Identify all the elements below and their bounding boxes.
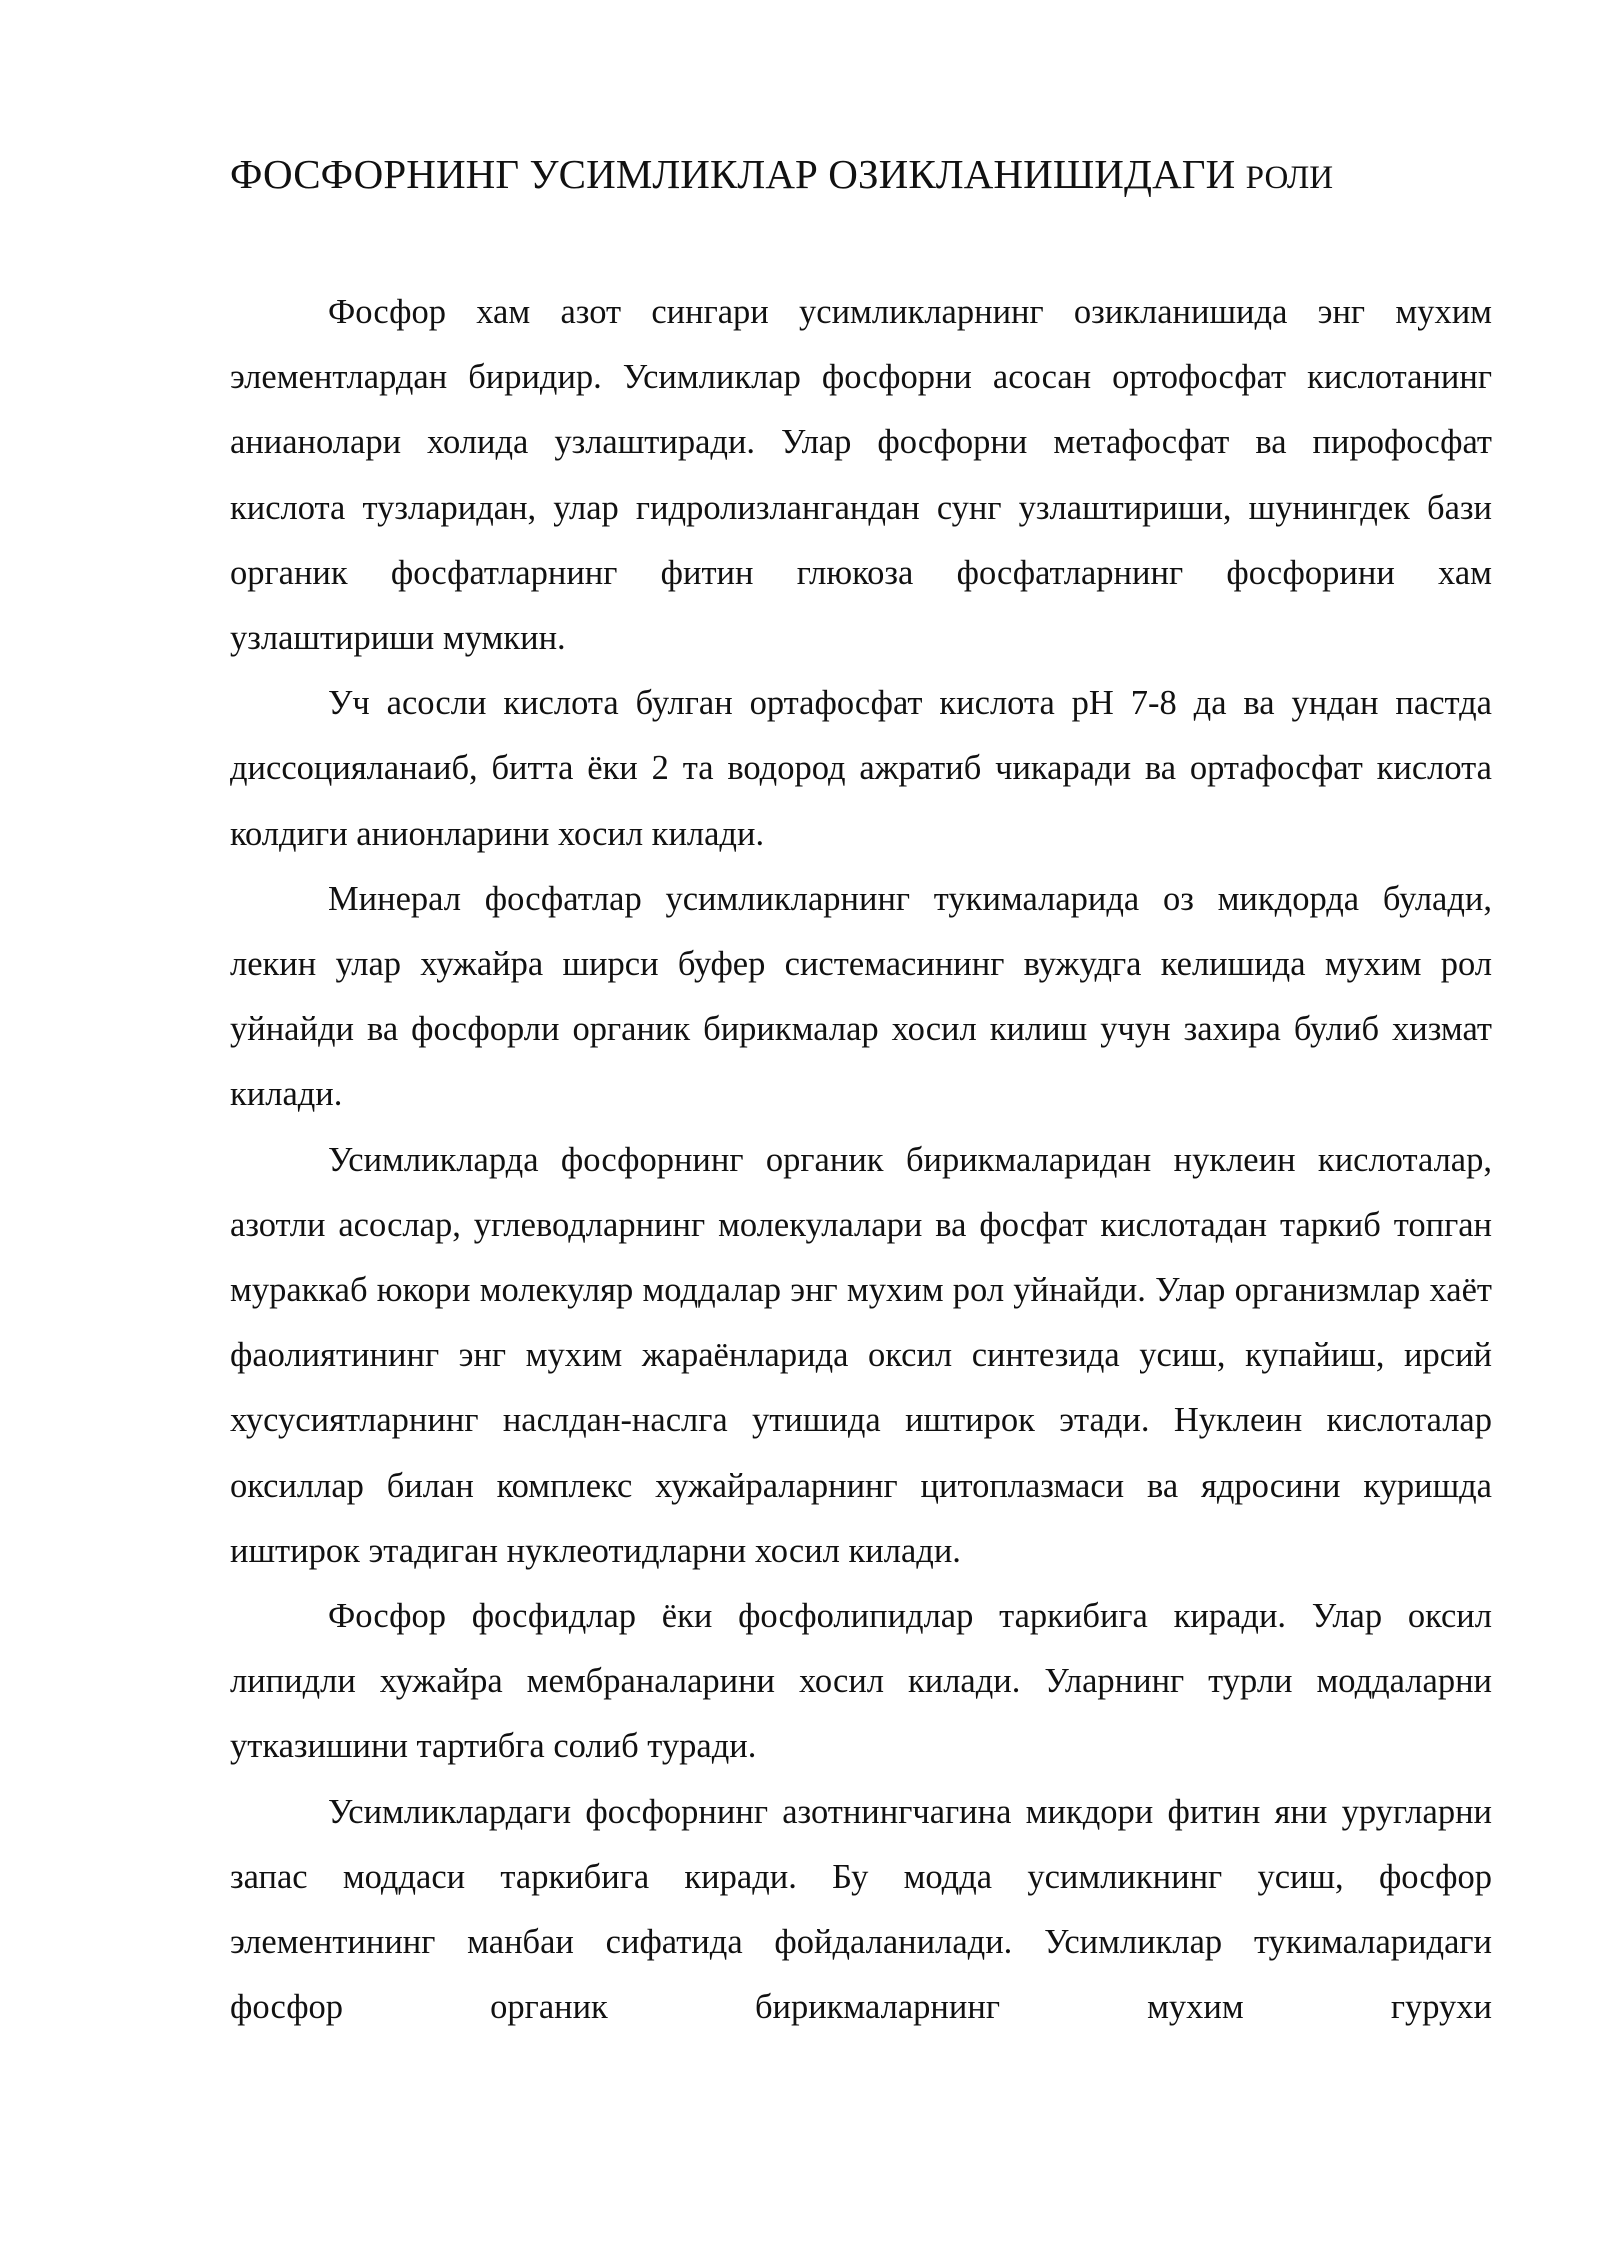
paragraph-3: Минерал фосфатлар усимликларнинг тукималарида оз микдорда булади, лекин улар хужайра ширси буфер системасининг вужудга келишида мухим рол уйнайди ва фосфорли органик бирикмалар хосил килиш учун захира булиб хизмат килади. (230, 879, 1492, 1114)
paragraph-2: Уч асосли кислота булган ортафосфат кислота pH 7-8 да ва ундан пастда диссоцияланаиб, битта ёки 2 та водород ажратиб чикаради ва ортафосфат кислота колдиги анионларини хосил килади. (230, 684, 1492, 853)
document-title (230, 150, 1490, 199)
document-body (230, 280, 1492, 2040)
paragraph-4: Усимликларда фосфорнинг органик бирикмаларидан нуклеин кислоталар, азотли асослар, углеводларнинг молекулалари ва фосфат кислотадан таркиб топган мураккаб юкори молекуляр моддалар энг мухим рол уйнайди. Улар организмлар хаёт фаолиятининг энг мухим жараёнларида оксил синтезида усиш, купайиш, ирсий хусусиятларнинг наслдан-наслга утишида иштирок этади. Нуклеин кислоталар оксиллар билан комплекс хужайраларнинг цитоплазмаси ва ядросини куришда иштирок этадиган нуклеотидларни хосил килади. (230, 1140, 1492, 1570)
paragraph-1: Фосфор хам азот сингари усимликларнинг озикланишида энг мухим элементлардан биридир. Усимликлар фосфорни асосан ортофосфат кислотанинг анианолари холида узлаштиради. Улар фосфорни метафосфат ва пирофосфат кислота тузларидан, улар гидролизлангандан сунг узлаштириши, шунингдек бази органик фосфатларнинг фитин глюкоза фосфатларнинг фосфорини хам узлаштириши мумкин. (230, 293, 1492, 658)
title-main: ФОСФОРНИНГ УСИМЛИКЛАР ОЗИКЛАНИШИДАГИ (230, 151, 1236, 197)
title-tail: РОЛИ (1245, 160, 1334, 196)
paragraph-5: Фосфор фосфидлар ёки фосфолипидлар таркибига киради. Улар оксил липидли хужайра мембраналарини хосил килади. Уларнинг турли моддаларни утказишини тартибга солиб туради. (230, 1597, 1492, 1766)
paragraph-6: Усимликлардаги фосфорнинг азотнингчагина микдори фитин яни уругларни запас моддаси таркибига киради. Бу модда усимликнинг усиш, фосфор элементининг манбаи сифатида фойдаланилади. Усимликлар тукималаридаги фосфор органик бирикмаларнинг мухим гурухи (230, 1792, 1492, 2027)
